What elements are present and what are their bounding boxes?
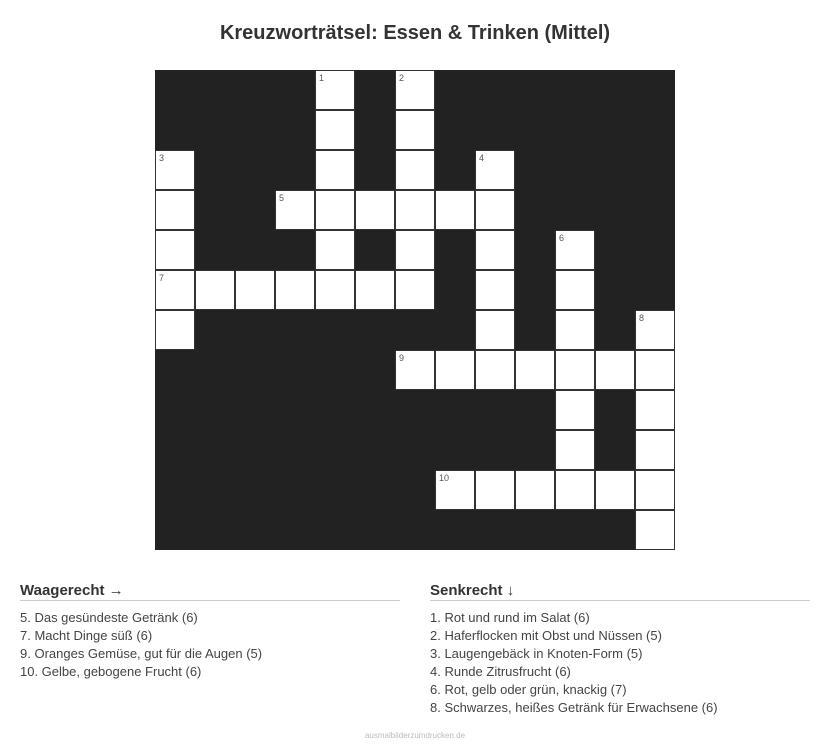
grid-cell[interactable] (395, 350, 435, 390)
clue-number: 4 (479, 153, 485, 163)
down-clue-6: 6. Rot, gelb oder grün, knackig (7) (430, 682, 627, 697)
clue-number: 2 (399, 73, 405, 83)
footer-credit: ausmalbilderzumdrucken.de (364, 731, 466, 740)
clue-number: 6 (559, 233, 565, 243)
clue-number: 7 (159, 273, 165, 283)
grid-cell[interactable] (475, 150, 515, 190)
clue-number: 9 (399, 353, 405, 363)
across-clue-5: 5. Das gesündeste Getränk (6) (20, 610, 198, 625)
down-clues (430, 582, 810, 717)
clue-number: 1 (319, 73, 325, 83)
grid-cell[interactable] (635, 470, 675, 510)
grid-cell[interactable] (395, 110, 435, 150)
grid-cell[interactable] (635, 390, 675, 430)
down-heading: Senkrecht ↓ (430, 582, 810, 601)
grid-cell[interactable] (315, 70, 355, 110)
grid-cell[interactable] (475, 350, 515, 390)
across-clue-9: 9. Oranges Gemüse, gut für die Augen (5) (20, 646, 263, 661)
clue-number: 10 (439, 473, 450, 483)
grid-cell[interactable] (155, 310, 195, 350)
grid-cell[interactable] (635, 310, 675, 350)
grid-cell[interactable] (595, 350, 635, 390)
grid-cell[interactable] (395, 270, 435, 310)
grid-cell[interactable] (515, 470, 555, 510)
grid-cell[interactable] (635, 510, 675, 550)
down-clue-3: 3. Laugengebäck in Knoten-Form (5) (430, 646, 643, 661)
across-clue-10: 10. Gelbe, gebogene Frucht (6) (20, 664, 202, 679)
grid-cell[interactable] (435, 350, 475, 390)
grid-cell[interactable] (315, 190, 355, 230)
puzzle-title: Kreuzworträtsel: Essen & Trinken (Mittel) (219, 22, 611, 44)
grid-cell[interactable] (395, 70, 435, 110)
grid-cell[interactable] (555, 470, 595, 510)
grid-cell[interactable] (155, 230, 195, 270)
clue-number: 3 (159, 153, 165, 163)
grid-cell[interactable] (395, 150, 435, 190)
grid-cell[interactable] (275, 190, 315, 230)
grid-cell[interactable] (595, 470, 635, 510)
down-clue-2: 2. Haferflocken mit Obst und Nüssen (5) (430, 628, 662, 643)
grid-cell[interactable] (475, 470, 515, 510)
crossword-grid (155, 70, 675, 550)
grid-cell[interactable] (315, 110, 355, 150)
grid-cell[interactable] (195, 270, 235, 310)
down-clue-8: 8. Schwarzes, heißes Getränk für Erwachsene (6) (430, 700, 718, 715)
across-clue-7: 7. Macht Dinge süß (6) (20, 628, 153, 643)
grid-cell[interactable] (235, 270, 275, 310)
grid-cell[interactable] (555, 390, 595, 430)
grid-cell[interactable] (435, 470, 475, 510)
grid-cell[interactable] (315, 230, 355, 270)
grid-cell[interactable] (355, 190, 395, 230)
down-clue-4: 4. Runde Zitrusfrucht (6) (430, 664, 571, 679)
grid-cell[interactable] (275, 270, 315, 310)
grid-cell[interactable] (515, 350, 555, 390)
grid-cell[interactable] (155, 150, 195, 190)
grid-cell[interactable] (315, 150, 355, 190)
grid-cell[interactable] (155, 190, 195, 230)
across-heading: Waagerecht → (20, 582, 400, 601)
grid-cell[interactable] (435, 190, 475, 230)
grid-cell[interactable] (395, 230, 435, 270)
grid-cell[interactable] (555, 310, 595, 350)
grid-cell[interactable] (475, 230, 515, 270)
down-clue-1: 1. Rot und rund im Salat (6) (430, 610, 590, 625)
grid-cell[interactable] (555, 430, 595, 470)
grid-cell[interactable] (395, 190, 435, 230)
grid-cell[interactable] (475, 190, 515, 230)
grid-cell[interactable] (635, 430, 675, 470)
grid-cell[interactable] (475, 270, 515, 310)
across-clues (20, 582, 400, 681)
grid-cell[interactable] (555, 350, 595, 390)
grid-cell[interactable] (475, 310, 515, 350)
clue-number: 5 (279, 193, 285, 203)
clue-number: 8 (639, 313, 645, 323)
grid-cell[interactable] (555, 270, 595, 310)
grid-cell[interactable] (315, 270, 355, 310)
grid-cell[interactable] (555, 230, 595, 270)
grid-cell[interactable] (155, 270, 195, 310)
grid-cell[interactable] (635, 350, 675, 390)
grid-cell[interactable] (355, 270, 395, 310)
